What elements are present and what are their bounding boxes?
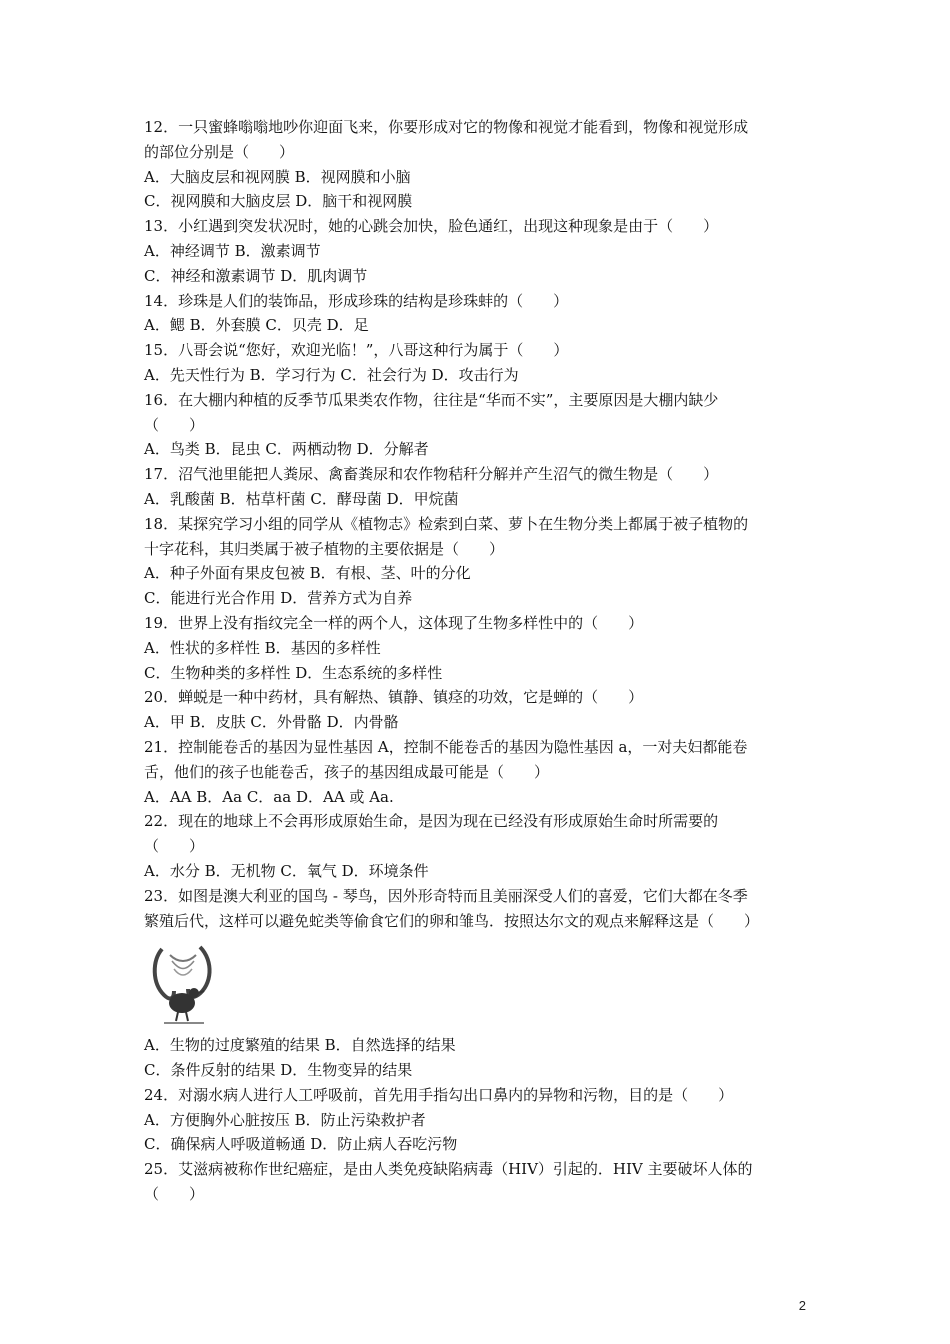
question-stem-line: （ ） xyxy=(144,1185,205,1204)
question-item xyxy=(144,289,814,339)
question-stem-line: 19．世界上没有指纹完全一样的两个人，这体现了生物多样性中的（ ） xyxy=(144,613,644,632)
question-item xyxy=(144,115,814,214)
question-stem-line: 十字花科，其归类属于被子植物的主要依据是（ ） xyxy=(144,539,505,558)
answer-options-line: C．视网膜和大脑皮层 D．脑干和视网膜 xyxy=(144,192,413,211)
answer-options-line: C．神经和激素调节 D．肌肉调节 xyxy=(144,266,368,285)
question-list xyxy=(144,115,814,1207)
answer-options-line: A．性状的多样性 B．基因的多样性 xyxy=(144,638,381,657)
answer-options-line: A．神经调节 B．激素调节 xyxy=(144,241,321,260)
question-stem-line: 23．如图是澳大利亚的国鸟 - 琴鸟，因外形奇特而且美丽深受人们的喜爱，它们大都在冬季 xyxy=(144,886,748,905)
question-stem-line: 24．对溺水病人进行人工呼吸前，首先用手指勾出口鼻内的异物和污物，目的是（ ） xyxy=(144,1085,734,1104)
question-item xyxy=(144,462,814,512)
answer-options-line: A．生物的过度繁殖的结果 B．自然选择的结果 xyxy=(144,1036,456,1055)
question-item xyxy=(144,809,814,883)
question-item xyxy=(144,611,814,685)
question-item xyxy=(144,214,814,288)
page-number: 2 xyxy=(798,1298,806,1313)
question-stem-line: 13．小红遇到突发状况时，她的心跳会加快，脸色通红，出现这种现象是由于（ ） xyxy=(144,217,719,236)
question-stem-line: 12．一只蜜蜂嗡嗡地吵你迎面飞来，你要形成对它的物像和视觉才能看到，物像和视觉形成 xyxy=(144,118,749,136)
question-item xyxy=(144,338,814,388)
question-stem-line: 20．蝉蜕是一种中药材，具有解热、镇静、镇痉的功效，它是蝉的（ ） xyxy=(144,688,644,707)
question-stem-line: 14．珍珠是人们的装饰品，形成珍珠的结构是珍珠蚌的（ ） xyxy=(144,291,569,310)
answer-options-line: A．方便胸外心脏按压 B．防止污染救护者 xyxy=(144,1110,426,1129)
question-stem-line: 15．八哥会说“您好，欢迎光临！”，八哥这种行为属于（ ） xyxy=(144,341,569,360)
question-stem-line: 16．在大棚内种植的反季节瓜果类农作物，往往是“华而不实”，主要原因是大棚内缺少 xyxy=(144,390,719,409)
question-stem-line: 21．控制能卷舌的基因为显性基因 A，控制不能卷舌的基因为隐性基因 a，一对夫妇都能卷 xyxy=(144,737,748,756)
question-item xyxy=(144,1083,814,1157)
answer-options-line: A．种子外面有果皮包被 B．有根、茎、叶的分化 xyxy=(144,564,471,583)
question-stem-line: 25．艾滋病被称作世纪癌症，是由人类免疫缺陷病毒（HIV）引起的．HIV 主要破坏人体的 xyxy=(144,1160,753,1179)
question-stem-line: （ ） xyxy=(144,415,205,434)
answer-options-line: A．鳃 B．外套膜 C．贝壳 D．足 xyxy=(144,316,369,335)
question-stem-line: 的部位分别是（ ） xyxy=(144,142,295,161)
question-item xyxy=(144,685,814,735)
answer-options-line: A．水分 B．无机物 C．氧气 D．环境条件 xyxy=(144,861,429,880)
question-stem-line: 17．沼气池里能把人粪尿、禽畜粪尿和农作物秸秆分解并产生沼气的微生物是（ ） xyxy=(144,465,719,484)
answer-options-line: C．确保病人呼吸道畅通 D．防止病人吞吃污物 xyxy=(144,1135,458,1154)
question-stem-line: 22．现在的地球上不会再形成原始生命，是因为现在已经没有形成原始生命时所需要的 xyxy=(144,812,719,831)
answer-options-line: A．鸟类 B．昆虫 C．两栖动物 D．分解者 xyxy=(144,440,429,459)
answer-options-line: C．能进行光合作用 D．营养方式为自养 xyxy=(144,589,413,608)
answer-options-line: A．大脑皮层和视网膜 B．视网膜和小脑 xyxy=(144,167,411,186)
question-item xyxy=(144,1157,814,1207)
question-item xyxy=(144,388,814,462)
answer-options-line: C．生物种类的多样性 D．生态系统的多样性 xyxy=(144,663,443,682)
lyrebird-illustration xyxy=(144,941,224,1027)
answer-options-line: A．甲 B．皮肤 C．外骨骼 D．内骨骼 xyxy=(144,713,399,732)
question-item xyxy=(144,735,814,809)
answer-options-line: A．乳酸菌 B．枯草杆菌 C．酵母菌 D．甲烷菌 xyxy=(144,489,459,508)
question-stem-line: （ ） xyxy=(144,837,205,856)
question-stem-line: 舌，他们的孩子也能卷舌，孩子的基因组成最可能是（ ） xyxy=(144,762,550,781)
answer-options-line: A．AA B．Aa C．aa D．AA 或 Aa. xyxy=(144,787,394,806)
question-item xyxy=(144,884,814,1083)
question-item xyxy=(144,512,814,611)
question-stem-line: 繁殖后代，这样可以避免蛇类等偷食它们的卵和雏鸟．按照达尔文的观点来解释这是（ ） xyxy=(144,911,760,930)
question-stem-line: 18．某探究学习小组的同学从《植物志》检索到白菜、萝卜在生物分类上都属于被子植物的 xyxy=(144,514,749,533)
answer-options-line: A．先天性行为 B．学习行为 C．社会行为 D．攻击行为 xyxy=(144,365,519,384)
answer-options-line: C．条件反射的结果 D．生物变异的结果 xyxy=(144,1061,413,1080)
